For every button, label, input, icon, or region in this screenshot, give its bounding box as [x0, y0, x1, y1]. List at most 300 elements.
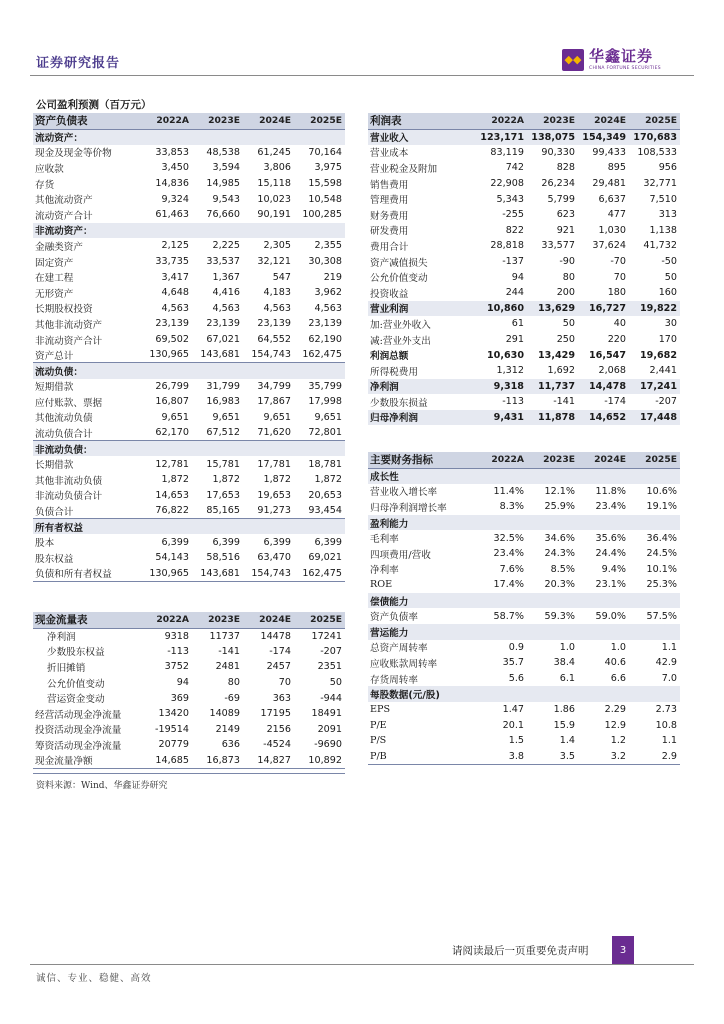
table-row — [33, 644, 345, 660]
cell-value: 17,241 — [629, 379, 680, 395]
table-row — [368, 515, 680, 531]
cell-value: 91,273 — [243, 503, 294, 519]
cell-value: 1,030 — [598, 224, 626, 236]
cell-value: 1.1 — [661, 735, 677, 747]
row-label: 在建工程 — [35, 273, 74, 285]
cell-value: 143,681 — [192, 347, 243, 363]
cell-value: 6,399 — [161, 536, 189, 548]
cell-value: 4,183 — [263, 287, 291, 299]
cell-value: 1.2 — [610, 735, 626, 747]
cell-value: 1.1 — [661, 641, 677, 653]
row-label: 毛利率 — [370, 534, 399, 546]
row-label: 加:营业外收入 — [370, 319, 431, 331]
row-label: 资产减值损失 — [370, 257, 428, 269]
cell-value: -174 — [604, 396, 626, 408]
cell-value: 9,651 — [314, 411, 342, 423]
cell-value: 822 — [505, 224, 524, 236]
cell-value: 4,563 — [263, 302, 291, 314]
table-row — [33, 285, 345, 301]
cell-value — [476, 686, 527, 702]
cell-value: 14089 — [209, 708, 240, 720]
cell-value: 13,629 — [527, 301, 578, 317]
cell-value: 2091 — [317, 723, 342, 735]
table-row — [33, 160, 345, 176]
cell-value: 33,537 — [206, 256, 240, 268]
cell-value: 154,743 — [243, 347, 294, 363]
cell-value: -19514 — [155, 723, 189, 735]
cell-value — [243, 441, 294, 457]
cell-value: 11,878 — [527, 410, 578, 426]
row-label: 现金流量净额 — [33, 753, 141, 769]
cell-value: 62,170 — [141, 425, 192, 441]
cell-value: 2156 — [266, 723, 291, 735]
table-row — [368, 160, 680, 176]
cell-value: 9318 — [164, 630, 189, 642]
cell-value: -4524 — [263, 739, 291, 751]
cell-value: -90 — [559, 256, 575, 268]
cell-value: 90,330 — [541, 146, 575, 158]
row-label: 费用合计 — [370, 241, 409, 253]
cell-value — [192, 441, 243, 457]
table-row — [33, 659, 345, 675]
cell-value: 83,119 — [490, 146, 524, 158]
cell-value — [243, 519, 294, 535]
year-header: 2025E — [294, 612, 345, 628]
table-row — [368, 316, 680, 332]
cell-value: 20.1 — [502, 719, 524, 731]
cell-value: 623 — [556, 209, 575, 221]
cell-value — [578, 593, 629, 609]
row-label: 营运资金变动 — [47, 694, 105, 706]
table-row — [33, 145, 345, 161]
cell-value: -207 — [320, 645, 342, 657]
cell-value: -944 — [320, 692, 342, 704]
table-row — [33, 503, 345, 519]
row-label: 股东权益 — [35, 553, 74, 565]
cell-value: 220 — [607, 334, 626, 346]
table-header-row — [33, 612, 345, 628]
table-row — [33, 441, 345, 457]
table-row — [33, 176, 345, 192]
cell-value: 828 — [556, 162, 575, 174]
cell-value: 7.0 — [661, 673, 677, 685]
cell-value: 6,399 — [212, 536, 240, 548]
cell-value: 67,021 — [206, 334, 240, 346]
table-row — [368, 499, 680, 515]
table-row — [368, 530, 680, 546]
table-row — [368, 301, 680, 317]
cell-value: 10.8 — [655, 719, 677, 731]
table-row — [368, 624, 680, 640]
row-label: 少数股东权益 — [47, 647, 105, 659]
cell-value: 19,653 — [257, 489, 291, 501]
cell-value: 61,245 — [257, 146, 291, 158]
cell-value — [294, 519, 345, 535]
cell-value: 1,312 — [496, 365, 524, 377]
cell-value: 64,552 — [257, 334, 291, 346]
year-header: 2023E — [192, 612, 243, 628]
cell-value: 14478 — [260, 630, 291, 642]
table-row — [368, 238, 680, 254]
cell-value: 9,651 — [263, 411, 291, 423]
table-row — [368, 176, 680, 192]
cell-value: 10,860 — [476, 301, 527, 317]
cell-value: 14,836 — [155, 178, 189, 190]
cell-value: 16,873 — [192, 753, 243, 769]
disclaimer-link[interactable]: 请阅读最后一页重要免责声明 — [452, 945, 589, 957]
table-row — [33, 269, 345, 285]
cell-value: 19,682 — [639, 349, 677, 361]
table-row — [368, 269, 680, 285]
cell-value: 34.6% — [544, 532, 575, 544]
cell-value: 2.9 — [629, 749, 680, 765]
cell-value: -50 — [661, 256, 677, 268]
cell-value: 14,685 — [141, 753, 192, 769]
cell-value: 85,165 — [192, 503, 243, 519]
table-row — [33, 332, 345, 348]
cell-value: 13420 — [158, 708, 189, 720]
row-label: 销售费用 — [370, 179, 409, 191]
table-title: 现金流量表 — [33, 612, 141, 628]
cell-value: 58.7% — [493, 610, 524, 622]
cell-value: 18491 — [311, 708, 342, 720]
table-row — [368, 207, 680, 223]
cell-value: 1,367 — [212, 271, 240, 283]
cell-value — [629, 593, 680, 609]
cell-value: 3.5 — [527, 749, 578, 765]
row-label: 其他非流动负债 — [35, 475, 103, 487]
cell-value: 2,125 — [161, 240, 189, 252]
cell-value: 14,827 — [243, 753, 294, 769]
cell-value: 313 — [658, 209, 677, 221]
row-label: 财务费用 — [370, 210, 409, 222]
cell-value — [527, 515, 578, 531]
data-source-note: 资料来源：Wind、华鑫证券研究 — [36, 781, 168, 791]
row-label: 应收账款周转率 — [370, 658, 438, 670]
cell-value: 16,727 — [578, 301, 629, 317]
table-row — [368, 145, 680, 161]
cell-value: 11737 — [209, 630, 240, 642]
cell-value: 29,481 — [592, 178, 626, 190]
cell-value: 35.7 — [502, 657, 524, 669]
source-divider — [33, 773, 345, 774]
row-label: 非流动资产合计 — [35, 335, 103, 347]
cell-value: 33,853 — [155, 146, 189, 158]
cell-value: 130,965 — [141, 566, 192, 582]
table-row — [33, 191, 345, 207]
cell-value: 162,475 — [294, 566, 345, 582]
row-label: 营业收入增长率 — [370, 487, 438, 499]
table-row — [368, 577, 680, 593]
cell-value — [578, 468, 629, 484]
row-label: 筹资活动现金净流量 — [35, 740, 122, 752]
row-label: 无形资产 — [35, 288, 74, 300]
table-row — [368, 129, 680, 145]
cell-value: 2,068 — [598, 365, 626, 377]
cell-value: 1.0 — [610, 641, 626, 653]
cell-value: 11.8% — [595, 485, 626, 497]
cell-value: 17,448 — [629, 410, 680, 426]
cell-value: 17,998 — [308, 396, 342, 408]
table-row — [368, 608, 680, 624]
table-row — [368, 394, 680, 410]
table-row — [33, 238, 345, 254]
table-row — [368, 546, 680, 562]
cell-value: 6,399 — [263, 536, 291, 548]
cell-value: 200 — [556, 287, 575, 299]
table-row — [33, 379, 345, 395]
cell-value: 10,023 — [257, 193, 291, 205]
cell-value: 1.86 — [553, 704, 575, 716]
row-label: 投资活动现金净流量 — [35, 725, 122, 737]
year-header: 2023E — [527, 452, 578, 468]
cell-value: 80 — [227, 677, 240, 689]
cell-value: 2481 — [215, 661, 240, 673]
cell-value: 72,801 — [294, 425, 345, 441]
cell-value: 58,516 — [206, 552, 240, 564]
cell-value — [476, 515, 527, 531]
row-label: 营业税金及附加 — [370, 163, 438, 175]
cell-value: 12.1% — [544, 485, 575, 497]
cell-value: 291 — [505, 334, 524, 346]
table-row — [368, 223, 680, 239]
cell-value: -141 — [218, 645, 240, 657]
cell-value: 2.29 — [604, 704, 626, 716]
cell-value: 547 — [272, 271, 291, 283]
cell-value: 3,962 — [314, 287, 342, 299]
cell-value — [527, 468, 578, 484]
row-label: 投资收益 — [370, 288, 409, 300]
cell-value — [243, 223, 294, 239]
cell-value: 9,651 — [212, 411, 240, 423]
table-row — [368, 733, 680, 749]
table-row — [368, 593, 680, 609]
year-header: 2022A — [476, 113, 527, 129]
row-label: 少数股东损益 — [370, 397, 428, 409]
cell-value — [578, 624, 629, 640]
cell-value: 20.3% — [544, 579, 575, 591]
cell-value: 17241 — [311, 630, 342, 642]
cell-value: 20779 — [158, 739, 189, 751]
cell-value: 14,985 — [206, 178, 240, 190]
cell-value: 2,305 — [263, 240, 291, 252]
cell-value: 12,781 — [155, 458, 189, 470]
table-row — [33, 254, 345, 270]
cell-value: 17,867 — [257, 396, 291, 408]
cell-value — [527, 686, 578, 702]
cell-value: 4,416 — [212, 287, 240, 299]
row-label: 偿债能力 — [368, 593, 476, 609]
cell-value: 14,652 — [578, 410, 629, 426]
row-label: 非流动负债合计 — [35, 491, 103, 503]
cell-value: 3,975 — [314, 162, 342, 174]
table-row — [368, 702, 680, 718]
cell-value: 3.2 — [578, 749, 629, 765]
cell-value: 11,737 — [527, 379, 578, 395]
cell-value: 93,454 — [294, 503, 345, 519]
cell-value: 5,799 — [547, 193, 575, 205]
row-label: 存货 — [35, 179, 55, 191]
logo-icon: ◆◆ — [562, 49, 584, 71]
cell-value: 9.4% — [601, 563, 626, 575]
cell-value: 7.6% — [499, 563, 524, 575]
cell-value: 2,355 — [314, 240, 342, 252]
cell-value: 69,021 — [308, 552, 342, 564]
table-row — [368, 191, 680, 207]
cell-value — [476, 624, 527, 640]
row-label: 短期借款 — [35, 382, 74, 394]
cell-value: 2351 — [317, 661, 342, 673]
cell-value: 70,164 — [308, 146, 342, 158]
cell-value: 1,872 — [161, 474, 189, 486]
cell-value: 80 — [562, 271, 575, 283]
cell-value: 10,630 — [486, 349, 524, 361]
cell-value: 170,683 — [629, 129, 680, 145]
year-header: 2023E — [527, 113, 578, 129]
table-row — [368, 484, 680, 500]
logo-text-en: CHINA FORTUNE SECURITIES — [589, 66, 661, 71]
table-row — [368, 332, 680, 348]
table-row — [33, 363, 345, 379]
cell-value: 363 — [272, 692, 291, 704]
row-label: 现金及现金等价物 — [35, 148, 112, 160]
cell-value: 2457 — [266, 661, 291, 673]
cell-value: 14,478 — [578, 379, 629, 395]
row-label: P/B — [368, 749, 476, 765]
cell-value — [141, 441, 192, 457]
row-label: 流动资产： — [33, 129, 141, 145]
cell-value: 20,653 — [308, 489, 342, 501]
cell-value: 38.4 — [553, 657, 575, 669]
table-row — [33, 223, 345, 239]
cell-value: 35,799 — [308, 380, 342, 392]
cell-value: 24.3% — [544, 548, 575, 560]
cell-value: 160 — [658, 287, 677, 299]
cell-value: 9,543 — [212, 193, 240, 205]
cell-value: 895 — [607, 162, 626, 174]
cell-value: 636 — [221, 739, 240, 751]
cell-value: 42.9 — [655, 657, 677, 669]
cell-value: 3,450 — [161, 162, 189, 174]
cell-value — [476, 593, 527, 609]
table-row — [368, 640, 680, 656]
table-row — [368, 347, 680, 363]
cell-value: 13,429 — [537, 349, 575, 361]
cell-value: 6.1 — [559, 673, 575, 685]
row-label: 折旧摊销 — [47, 662, 86, 674]
cell-value: 130,965 — [141, 347, 192, 363]
cell-value: 40.6 — [604, 657, 626, 669]
cell-value: 24.4% — [595, 548, 626, 560]
row-label: 减:营业外支出 — [370, 335, 431, 347]
cell-value — [294, 441, 345, 457]
cell-value: 62,190 — [308, 334, 342, 346]
table-row — [33, 207, 345, 223]
cell-value: 4,648 — [161, 287, 189, 299]
cell-value — [629, 515, 680, 531]
cell-value — [141, 363, 192, 379]
row-label: 应收款 — [35, 163, 64, 175]
cell-value: 11.4% — [493, 485, 524, 497]
year-header: 2022A — [476, 452, 527, 468]
year-header: 2023E — [192, 113, 243, 129]
cell-value: 33,577 — [541, 240, 575, 252]
row-label: 其他流动负债 — [35, 413, 93, 425]
table-row — [368, 410, 680, 426]
cell-value: 250 — [556, 334, 575, 346]
row-label: 归母净利润 — [368, 410, 476, 426]
cell-value: 23.4% — [595, 501, 626, 513]
cell-value: 28,818 — [490, 240, 524, 252]
cell-value: 59.3% — [544, 610, 575, 622]
cell-value: 3752 — [164, 661, 189, 673]
cell-value — [294, 363, 345, 379]
cell-value: 25.9% — [544, 501, 575, 513]
cell-value: 23,139 — [308, 318, 342, 330]
cell-value: -137 — [502, 256, 524, 268]
row-label: 资产总计 — [33, 347, 141, 363]
cell-value: 9,651 — [161, 411, 189, 423]
cell-value: 9,431 — [476, 410, 527, 426]
row-label: 其他流动资产 — [35, 195, 93, 207]
cell-value: 10.1% — [646, 563, 677, 575]
cell-value: 123,171 — [476, 129, 527, 145]
cell-value: 15,118 — [257, 178, 291, 190]
cell-value: 50 — [562, 318, 575, 330]
cell-value: 34,799 — [257, 380, 291, 392]
cell-value: -69 — [224, 692, 240, 704]
cell-value: 69,502 — [155, 334, 189, 346]
table-header-row — [368, 452, 680, 468]
table-row — [33, 628, 345, 644]
table-row — [33, 675, 345, 691]
cell-value: 7,510 — [649, 193, 677, 205]
cell-value: 19,822 — [629, 301, 680, 317]
cell-value: 2,225 — [212, 240, 240, 252]
cell-value: 4,563 — [161, 302, 189, 314]
table-row — [33, 472, 345, 488]
row-label: 其他非流动资产 — [35, 319, 103, 331]
cell-value — [141, 129, 192, 145]
cell-value: 1,872 — [263, 474, 291, 486]
cell-value: 10.6% — [646, 485, 677, 497]
cell-value: -174 — [269, 645, 291, 657]
cell-value: 50 — [329, 677, 342, 689]
table-row — [368, 562, 680, 578]
balance-sheet-table — [33, 113, 345, 582]
cell-value — [629, 468, 680, 484]
header-divider — [30, 75, 694, 76]
cell-value: 8.5% — [550, 563, 575, 575]
cell-value — [141, 223, 192, 239]
cell-value: 2.73 — [655, 704, 677, 716]
table-title: 资产负债表 — [33, 113, 141, 129]
cell-value: 23,139 — [206, 318, 240, 330]
table-row — [368, 686, 680, 702]
year-header: 2024E — [243, 113, 294, 129]
cell-value: 31,799 — [206, 380, 240, 392]
report-header-title: 证券研究报告 — [36, 56, 121, 71]
cell-value: 14,653 — [155, 489, 189, 501]
row-label: 长期股权投资 — [35, 304, 93, 316]
cell-value: 10,892 — [294, 753, 345, 769]
row-label: EPS — [370, 704, 391, 716]
table-row — [368, 671, 680, 687]
row-label: 研发费用 — [370, 226, 409, 238]
table-row — [33, 394, 345, 410]
table-header-row — [368, 113, 680, 129]
cell-value: 23.1% — [595, 579, 626, 591]
